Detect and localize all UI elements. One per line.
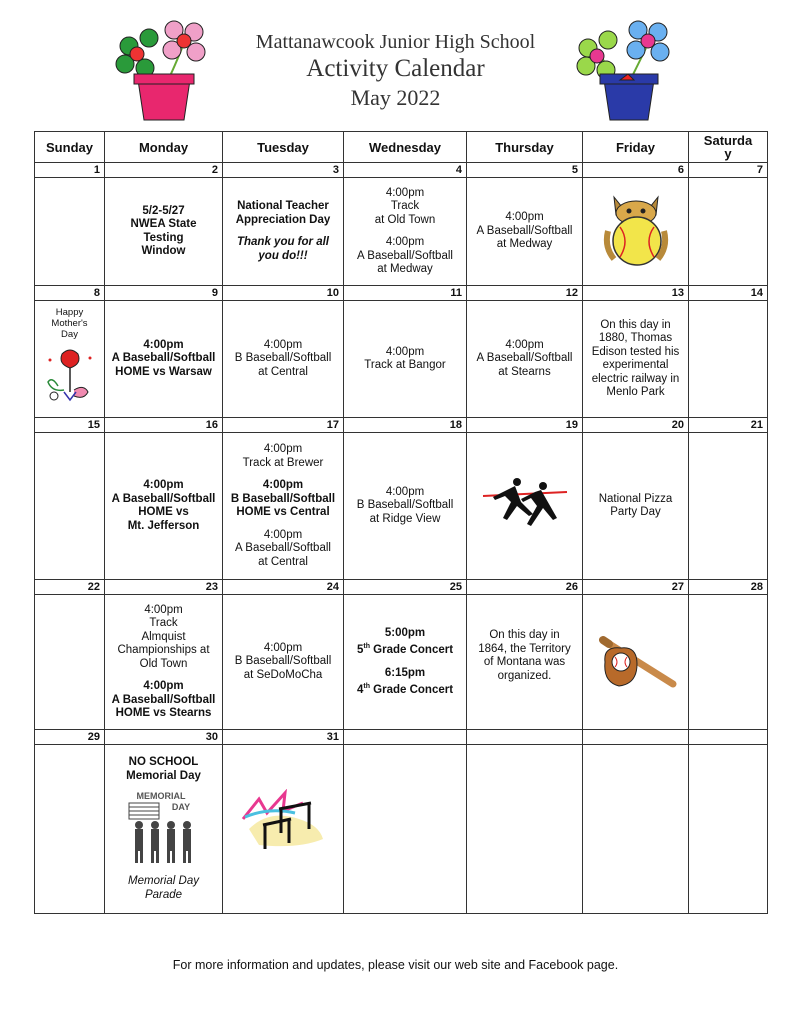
date-number: 29 <box>35 730 105 745</box>
event-text: Testing <box>143 231 184 244</box>
event-text: at Ridge View <box>369 512 441 525</box>
event-text: 1864, the Territory <box>478 642 571 655</box>
event-text: HOME vs Stearns <box>115 707 212 719</box>
event-text: at Old Town <box>374 213 436 226</box>
event-text: Mother's <box>51 318 88 329</box>
event-text: A Baseball/Softball <box>476 224 573 237</box>
event-text: 4:00pm <box>263 338 303 351</box>
calendar-grid <box>34 131 768 914</box>
event-text: Edison tested his <box>591 345 680 358</box>
event-text: 4:00pm <box>143 680 184 692</box>
event-text: at Medway <box>496 238 553 251</box>
date-number: 27 <box>583 580 689 595</box>
date-number: 8 <box>35 286 105 301</box>
day-cell <box>689 301 768 418</box>
hurdles-icon <box>239 789 327 859</box>
event-text: NWEA State <box>130 218 197 230</box>
event-text: 4:00pm <box>385 345 425 358</box>
event-text: NO SCHOOL <box>128 756 199 768</box>
date-number <box>467 730 583 745</box>
date-number <box>344 730 467 745</box>
date-number: 14 <box>689 286 768 301</box>
runners-icon <box>477 474 573 538</box>
event-text: Mt. Jefferson <box>127 519 200 532</box>
date-number: 9 <box>105 286 223 301</box>
soldiers-saluting-icon <box>127 789 201 867</box>
event-text: 5:00pm <box>384 626 426 639</box>
event-text: A Baseball/Softball <box>357 249 453 262</box>
day-header-wednesday: Wednesday <box>344 132 467 163</box>
event-text: Memorial Day <box>126 769 201 782</box>
day-cell <box>35 745 105 914</box>
mothers-day-rose-icon <box>44 346 96 404</box>
day-cell <box>35 301 105 418</box>
day-cell <box>467 745 583 914</box>
day-cell <box>583 745 689 914</box>
event-text: 4:00pm <box>263 443 303 455</box>
date-number: 5 <box>467 163 583 178</box>
event-text: electric railway in <box>591 372 680 385</box>
day-header-sunday: Sunday <box>35 132 105 163</box>
event-text: Old Town <box>139 657 188 670</box>
date-number: 24 <box>223 580 344 595</box>
event-text: Happy <box>55 307 84 318</box>
event-text: Track at Bangor <box>364 359 446 371</box>
event-text: On this day in <box>600 318 671 331</box>
event-text: Parade <box>144 888 183 901</box>
event-text: 4:00pm <box>262 479 304 491</box>
date-number: 3 <box>223 163 344 178</box>
event-text: Track <box>390 200 420 212</box>
footer-note: For more information and updates, please visit our web site and Facebook page. <box>172 958 619 972</box>
day-cell <box>105 301 223 418</box>
event-text: 4th Grade Concert <box>356 683 454 696</box>
day-cell <box>467 301 583 418</box>
event-text: Thank you for all <box>236 236 329 248</box>
day-cell <box>35 178 105 286</box>
day-cell <box>467 178 583 286</box>
event-text: Track <box>149 617 178 629</box>
day-cell <box>105 595 223 730</box>
date-number: 1 <box>35 163 105 178</box>
day-cell <box>105 433 223 580</box>
event-text: at Stearns <box>498 365 551 378</box>
event-text: HOME vs Central <box>236 506 330 518</box>
event-text: of Montana was <box>483 656 566 668</box>
school-name: Mattanawcook Junior High School <box>255 31 536 53</box>
event-text: at Central <box>258 365 308 378</box>
day-cell <box>689 178 768 286</box>
day-cell <box>344 178 467 286</box>
date-number <box>583 730 689 745</box>
date-number: 25 <box>344 580 467 595</box>
date-number: 6 <box>583 163 689 178</box>
date-number: 30 <box>105 730 223 745</box>
wildcat-softball-icon <box>600 191 672 273</box>
event-text: you do!!! <box>258 249 308 262</box>
event-text: 4:00pm <box>505 211 544 224</box>
event-text: A Baseball/Softball <box>111 693 216 706</box>
calendar-title: Activity Calendar <box>306 55 485 82</box>
calendar-month: May 2022 <box>350 85 441 110</box>
calendar-header <box>0 30 791 112</box>
day-cell <box>35 595 105 730</box>
event-text: 5th Grade Concert <box>356 643 454 656</box>
date-number: 13 <box>583 286 689 301</box>
day-header-tuesday: Tuesday <box>223 132 344 163</box>
day-cell <box>583 595 689 730</box>
day-cell <box>223 178 344 286</box>
date-number: 11 <box>344 286 467 301</box>
day-cell <box>35 433 105 580</box>
event-text: Party Day <box>610 506 661 518</box>
day-label: DAY <box>171 802 190 812</box>
event-text: 4:00pm <box>385 236 425 248</box>
event-text: HOME vs Warsaw <box>115 365 212 378</box>
day-cell <box>223 595 344 730</box>
event-text: 6:15pm <box>384 666 426 679</box>
event-text: at Medway <box>377 263 433 275</box>
date-number: 19 <box>467 418 583 433</box>
day-cell <box>583 433 689 580</box>
event-text: experimental <box>602 359 669 371</box>
day-header-friday: Friday <box>583 132 689 163</box>
event-text: B Baseball/Softball <box>356 499 454 512</box>
day-cell <box>689 745 768 914</box>
date-number: 28 <box>689 580 768 595</box>
day-cell <box>344 433 467 580</box>
day-header-thursday: Thursday <box>467 132 583 163</box>
event-text: National Teacher <box>237 200 329 212</box>
date-number: 16 <box>105 418 223 433</box>
event-text: On this day in <box>489 629 560 641</box>
event-text: A Baseball/Softball <box>111 352 216 365</box>
event-text: A Baseball/Softball <box>235 542 331 554</box>
day-cell <box>223 745 344 914</box>
day-cell <box>344 301 467 418</box>
event-text: A Baseball/Softball <box>111 492 216 505</box>
event-text: 1880, Thomas <box>598 332 673 344</box>
event-text: 4:00pm <box>505 338 544 351</box>
day-header-saturday: Saturda y <box>689 132 768 163</box>
day-cell <box>344 595 467 730</box>
event-text: Day <box>61 329 78 340</box>
date-number: 26 <box>467 580 583 595</box>
date-number: 10 <box>223 286 344 301</box>
date-number: 31 <box>223 730 344 745</box>
date-number <box>689 730 768 745</box>
event-text: at Central <box>258 555 308 568</box>
date-number: 22 <box>35 580 105 595</box>
date-number: 17 <box>223 418 344 433</box>
date-number: 7 <box>689 163 768 178</box>
event-text: 4:00pm <box>144 603 183 616</box>
day-cell <box>467 595 583 730</box>
event-text: A Baseball/Softball <box>476 352 573 365</box>
event-text: organized. <box>497 669 552 682</box>
event-text: National Pizza <box>598 492 673 505</box>
day-cell <box>105 745 223 914</box>
day-header-monday: Monday <box>105 132 223 163</box>
day-cell <box>223 301 344 418</box>
event-text: B Baseball/Softball <box>234 655 332 668</box>
event-text: B Baseball/Softball <box>234 352 332 365</box>
event-text: 4:00pm <box>263 528 303 541</box>
day-cell <box>689 595 768 730</box>
memorial-label: MEMORIAL <box>136 791 185 801</box>
day-cell <box>689 433 768 580</box>
date-number: 2 <box>105 163 223 178</box>
date-number: 21 <box>689 418 768 433</box>
day-cell <box>583 301 689 418</box>
event-text: Almquist <box>141 630 186 643</box>
event-text: B Baseball/Softball <box>230 492 336 505</box>
day-cell <box>583 178 689 286</box>
event-text: Memorial Day <box>128 875 199 887</box>
date-number: 23 <box>105 580 223 595</box>
date-number: 20 <box>583 418 689 433</box>
event-text: Track at Brewer <box>242 456 324 469</box>
event-text: 4:00pm <box>385 186 425 199</box>
event-text: 4:00pm <box>263 641 303 654</box>
event-text: Window <box>141 245 186 257</box>
event-text: 4:00pm <box>385 485 425 498</box>
day-cell <box>344 745 467 914</box>
day-cell <box>105 178 223 286</box>
event-text: 5/2-5/27 <box>142 204 185 217</box>
event-text: 4:00pm <box>143 479 184 491</box>
day-cell <box>467 433 583 580</box>
date-number: 15 <box>35 418 105 433</box>
event-text: Championships at <box>117 644 210 656</box>
event-text: HOME vs <box>138 506 189 518</box>
glove-bat-icon <box>593 632 679 692</box>
event-text: at SeDoMoCha <box>243 668 323 681</box>
event-text: 4:00pm <box>143 338 184 351</box>
date-number: 12 <box>467 286 583 301</box>
event-text: Appreciation Day <box>235 213 331 226</box>
date-number: 4 <box>344 163 467 178</box>
day-cell <box>223 433 344 580</box>
date-number: 18 <box>344 418 467 433</box>
event-text: Menlo Park <box>606 386 665 398</box>
